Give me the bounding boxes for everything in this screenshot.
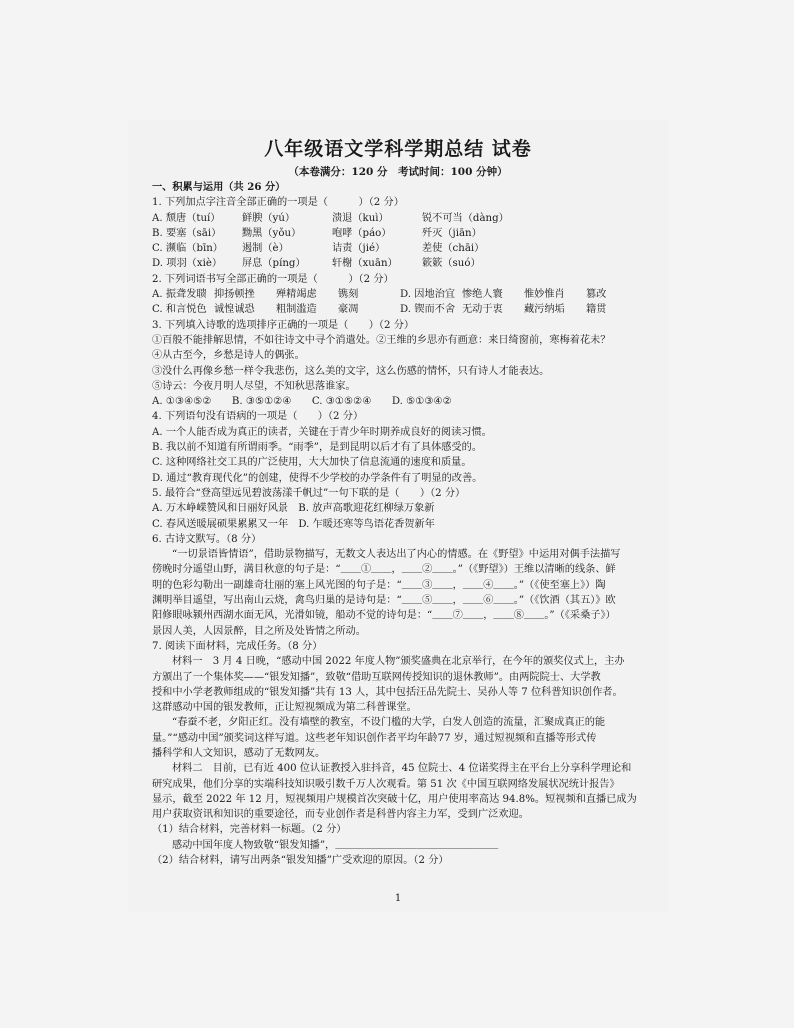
option-item: 簌簌（suó） (422, 258, 481, 270)
option-item: A. 振聋发聩 (152, 289, 207, 301)
option-item: 篡改 (586, 289, 607, 301)
text-line: ①百般不能排解思情，不如往诗文中寻个消遣处。②王维的乡思亦有画意：来日绮窗前，寒梅着花未？ (152, 334, 611, 346)
option-item: 抑扬顿挫 (214, 289, 255, 301)
text-line (152, 241, 656, 256)
text-line: A. 一个人能否成为真正的读者，关键在于青少年时期养成良好的阅读习惯。 (152, 426, 492, 438)
exam-meta: （本卷满分：120 分 考试时间：100 分钟） (288, 166, 508, 178)
option-item: 诘责（jié） (332, 243, 386, 255)
exam-paper (128, 120, 668, 912)
text-line: 景因人美，人因景醉，目之所及处皆情之所动。 (152, 625, 366, 637)
text-line (152, 302, 656, 317)
text-line: 7. 阅读下面材料，完成任务。（8 分） (152, 640, 323, 652)
text-line: 一、积累与运用（共 26 分） (152, 181, 286, 193)
option-item: 藏污纳垢 (524, 304, 565, 316)
text-line: 播科学和人文知识，感动了无数网友。 (152, 747, 326, 759)
text-line: D. 通过“教育现代化”的创建，使得不少学校的办学条件有了明显的改善。 (152, 472, 483, 484)
option-item: 鲜腴（yú） (242, 212, 296, 224)
option-item: C. 和言悦色 (152, 304, 207, 316)
text-line (152, 211, 656, 226)
option-item: D. 项羽（xiè） (152, 258, 223, 270)
option-item: 锐不可当（dàng） (422, 212, 509, 224)
text-line: 傍晚时分遥望山野，满目秋意的句子是：“＿＿①＿＿，＿＿②＿＿。”（《野望》）王维以清晰的线条、鲜 (152, 564, 616, 576)
exam-title: 八年级语文学科学期总结 试卷 (264, 138, 532, 160)
option-item: 歼灭（jiān） (422, 227, 482, 239)
text-line: （1）结合材料，完善材料一标题。（2 分） (152, 824, 347, 836)
text-line (152, 226, 656, 241)
option-item: B. 要塞（sāi） (152, 227, 222, 239)
exam-body (152, 180, 656, 868)
text-line: “春蚕不老，夕阳正红。没有墙壁的教室，不设门槛的大学，白发人创造的流量，汇聚成真正的能 (172, 717, 606, 729)
text-line: 方颁出了一个集体奖——“银发知播”，致敬“借助互联网传授知识的退休教师”。由两院院士、大学教 (152, 671, 601, 683)
option-item: 镌刻 (338, 289, 359, 301)
text-line: 5. 最符合“登高望远见碧波荡漾千帆过”一句下联的是（ ）（2 分） (152, 487, 466, 499)
option-item: 遏制（è） (242, 243, 289, 255)
text-line: ⑤诗云：今夜月明人尽望，不知秋思落谁家。 (152, 380, 356, 392)
text-line: 渊明举目遥望，写出南山云烧，禽鸟归巢的是诗句是：“＿＿⑤＿＿，＿＿⑥＿＿。”（《饮酒（其五）》欧 (152, 595, 616, 607)
text-line (152, 256, 656, 271)
text-line: A. ①③④⑤② B. ③⑤①②④ C. ③①⑤②④ D. ⑤①③④② (152, 396, 452, 408)
option-item: 粗制滥造 (276, 304, 317, 316)
text-line: 感动中国年度人物致敬“银发知播”，＿＿＿＿＿＿＿＿＿＿＿＿＿＿＿＿ (172, 839, 499, 851)
text-line: 这群感动中国的银发教师，正让短视频成为第二科普课堂。 (152, 702, 417, 714)
option-item: 籍贯 (586, 304, 607, 316)
option-item: 屏息（píng） (242, 258, 306, 270)
option-item: 黝黑（yǒu） (242, 227, 302, 239)
text-line: 阳修眼咏颍州西湖水面无风，光滑如镜，船动不觉的诗句是：“＿＿⑦＿＿，＿＿⑧＿＿。”（《采桑子》） (152, 610, 616, 622)
text-line: A. 万木峥嵘赞风和日丽好风景 B. 放声高歌迎花红柳绿万象新 (152, 503, 435, 515)
option-item: D. 锲而不舍 (400, 304, 456, 316)
option-item: 咆哮（páo） (332, 227, 392, 239)
text-line: 6. 古诗文默写。（8 分） (152, 533, 262, 545)
text-line: 量。”“感动中国”颁奖词这样写道。这些老年知识创作者平均年龄77 岁，通过短视频和直播等形式传 (152, 732, 597, 744)
page-number: 1 (394, 893, 402, 904)
text-line: 3. 下列填入诗歌的选项排序正确的一项是（ ）（2 分） (152, 319, 415, 331)
text-line: C. 这种网络社交工具的广泛使用，大大加快了信息流通的速度和质量。 (152, 457, 472, 469)
text-line: 明的色彩勾勒出一副雄奇壮丽的塞上风光图的句子是：“＿＿③＿＿，＿＿④＿＿。”（《使至塞上》）陶 (152, 579, 606, 591)
text-line: C. 春风送暖展硕果累累又一年 D. 乍暖还寒等鸟语花香贺新年 (152, 518, 435, 530)
option-item: 豪凋 (338, 304, 359, 316)
option-item: 轩榭（xuān） (332, 258, 398, 270)
text-line: 4. 下列语句没有语病的一项是（ ）（2 分） (152, 411, 364, 423)
text-line: 材料二 目前，已有近 400 位认证教授入驻抖音，45 位院士、4 位诺奖得主在平台上分享科学理论和 (172, 763, 632, 775)
option-item: D. 因地治宜 (400, 289, 456, 301)
text-line: 材料一 3 月 4 日晚，“感动中国 2022 年度人物”颁奖盛典在北京举行，在今年的颁奖仪式上，主办 (172, 656, 625, 668)
text-line: 研究成果，他们分享的实端科技知识吸引数千万人次观看。第 51 次《中国互联网络发展状况统计报告》 (152, 778, 620, 790)
option-item: 溃退（kuì） (332, 212, 389, 224)
text-line: “一切景语皆情语”，借助景物描写，无数文人表达出了内心的情感。在《野望》中运用对偶手法描写 (172, 549, 621, 561)
text-line: 1. 下列加点字注音全部正确的一项是（ ）（2 分） (152, 197, 404, 209)
text-line (152, 287, 656, 302)
option-item: 殚精竭虑 (276, 289, 317, 301)
text-line: ④从古至今，乡愁是诗人的偶张。 (152, 350, 305, 362)
option-item: 惨绝人寰 (462, 289, 503, 301)
text-line: 显示，截至 2022 年 12 月，短视频用户规模首次突破十亿，用户使用率高达 94.8%。短视频和直播已成为 (152, 793, 637, 805)
option-item: 无动于衷 (462, 304, 503, 316)
option-item: A. 颓唐（tuí） (152, 212, 221, 224)
text-line: 授和中小学老教师组成的“银发知播”共有 13 人，其中包括汪品先院士、吴孙人等 7 位科普知识创作者。 (152, 686, 623, 698)
text-line: ③没什么再像乡愁一样令我悲伤，这么美的文字，这么伤感的情怀，只有诗人才能表达。 (152, 365, 550, 377)
text-line: （2）结合材料，请写出两条“银发知播”广受欢迎的原因。（2 分） (152, 855, 449, 867)
option-item: 差使（chāi） (422, 243, 485, 255)
option-item: 诚惶诚恐 (214, 304, 255, 316)
text-line: 用户获取资讯和知识的重要途径，而专业创作者是科普内容主力军，受到广泛欢迎。 (152, 809, 529, 821)
text-line: 2. 下列词语书写全部正确的一项是（ ）（2 分） (152, 273, 394, 285)
option-item: C. 濒临（bīn） (152, 243, 223, 255)
text-line: B. 我以前不知道有所谓雨季。“雨季”，是到昆明以后才有了具体感受的。 (152, 442, 483, 454)
option-item: 惟妙惟肖 (524, 289, 565, 301)
